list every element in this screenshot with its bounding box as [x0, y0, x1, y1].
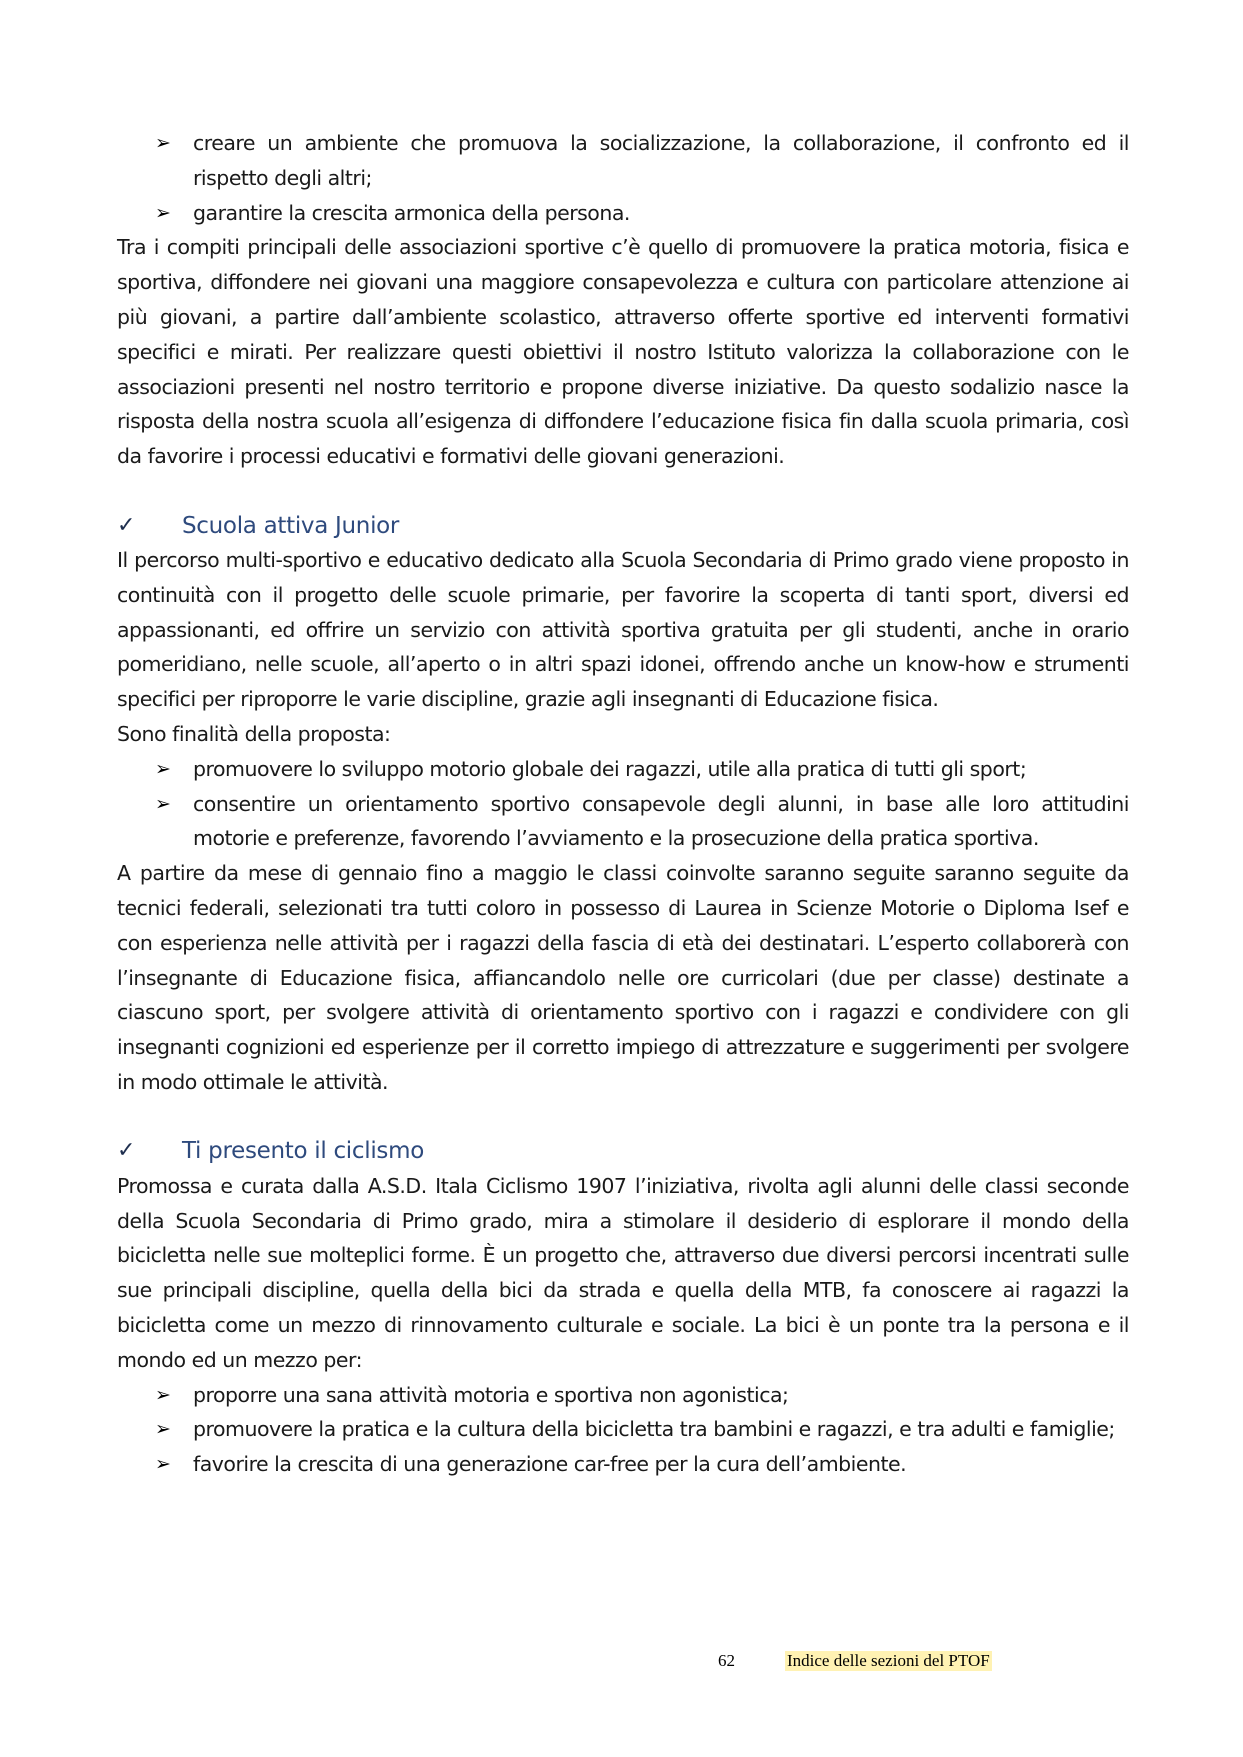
- list-item: ➢ promuovere lo sviluppo motorio globale dei ragazzi, utile alla pratica di tutti gli sport;: [117, 752, 1129, 787]
- arrowhead-icon: ➢: [155, 792, 171, 815]
- section-heading-ciclismo: [117, 1135, 1129, 1169]
- section-paragraph: A partire da mese di gennaio fino a maggio le classi coinvolte saranno seguite saranno seguite da tecnici federali, selezionati tra tutti coloro in possesso di Laurea in Scienze Motorie o Diploma Isef e con esperienza nelle attività per i ragazzi della fascia di età dei destinatari. L’esperto collaborerà con l’insegnante di Educazione fisica, affiancandolo nelle ore curricolari (due per classe) destinate a ciascuno sport, per svolgere attività di orientamento sportivo con i ragazzi e condividere con gli insegnanti cognizioni ed esperienze per il corretto impiego di attrezzature e suggerimenti per svolgere in modo ottimale le attività.: [117, 861, 1129, 1094]
- arrowhead-icon: ➢: [155, 1383, 171, 1406]
- list-item: ➢ promuovere la pratica e la cultura della bicicletta tra bambini e ragazzi, e tra adulti e famiglie;: [117, 1412, 1129, 1447]
- toc-link[interactable]: Indice delle sezioni del PTOF: [787, 1651, 990, 1670]
- arrowhead-icon: ➢: [155, 1418, 171, 1441]
- list-item: ➢ garantire la crescita armonica della persona.: [117, 196, 1129, 231]
- section2-bullet-list: [117, 1378, 1129, 1482]
- document-page: [117, 126, 1129, 1482]
- arrowhead-icon: ➢: [155, 132, 171, 154]
- arrowhead-icon: ➢: [155, 757, 171, 780]
- list-item: ➢ proporre una sana attività motoria e sportiva non agonistica;: [117, 1378, 1129, 1413]
- checkmark-icon: ✓: [117, 512, 136, 538]
- top-bullet-list: [117, 126, 1129, 230]
- section1-bullet-list: [117, 752, 1129, 856]
- section-paragraph: Promossa e curata dalla A.S.D. Itala Ciclismo 1907 l’iniziativa, rivolta agli alunni delle classi seconde della Scuola Secondaria di Primo grado, mira a stimolare il desiderio di esplorare il mondo della bicicletta nelle sue molteplici forme. È un progetto che, attraverso due diversi percorsi incentrati sulle sue principali discipline, quella della bici da strada e quella della MTB, fa conoscere ai ragazzi la bicicletta come un mezzo di rinnovamento culturale e sociale. La bici è un ponte tra la persona e il mondo ed un mezzo per:: [117, 1173, 1129, 1372]
- section-title: Ti presento il ciclismo: [182, 1138, 424, 1165]
- intro-paragraph: Tra i compiti principali delle associazioni sportive c’è quello di promuovere la pratica motoria, fisica e sportiva, diffondere nei giovani una maggiore consapevolezza e cultura con particolare attenzione ai più giovani, a partire dall’ambiente scolastico, attraverso offerte sportive ed interventi formativi specifici e mirati. Per realizzare questi obiettivi il nostro Istituto valorizza la collaborazione con le associazioni presenti nel nostro territorio e propone diverse iniziative. Da questo sodalizio nasce la risposta della nostra scuola all’esigenza di diffondere l’educazione fisica fin dalla scuola primaria, così da favorire i processi educativi e formativi delle giovani generazioni.: [117, 235, 1129, 469]
- page-footer: [0, 1651, 1243, 1675]
- section-title: Scuola attiva Junior: [182, 512, 400, 539]
- checkmark-icon: ✓: [117, 1138, 136, 1164]
- list-item: ➢ favorire la crescita di una generazione car-free per la cura dell’ambiente.: [117, 1447, 1129, 1482]
- section-heading-scuola-attiva: [117, 509, 1129, 543]
- page-number: 62: [718, 1651, 735, 1670]
- section-paragraph: Il percorso multi-sportivo e educativo dedicato alla Scuola Secondaria di Primo grado viene proposto in continuità con il progetto delle scuole primarie, per favorire la scoperta di tanti sport, diversi ed appassionanti, ed offrire un servizio con attività sportiva gratuita per gli studenti, anche in orario pomeridiano, nelle scuole, all’aperto o in altri spazi idonei, offrendo anche un know-how e strumenti specifici per riproporre le varie discipline, grazie agli insegnanti di Educazione fisica.: [117, 547, 1129, 712]
- arrowhead-icon: ➢: [155, 1453, 171, 1476]
- arrowhead-icon: ➢: [155, 201, 171, 224]
- list-item: ➢ creare un ambiente che promuova la socializzazione, la collaborazione, il confronto ed il rispetto degli altri;: [117, 126, 1129, 196]
- section-lead: Sono finalità della proposta:: [117, 721, 391, 746]
- list-item: ➢ consentire un orientamento sportivo consapevole degli alunni, in base alle loro attitudini motorie e preferenze, favorendo l’avviamento e la prosecuzione della pratica sportiva.: [117, 787, 1129, 857]
